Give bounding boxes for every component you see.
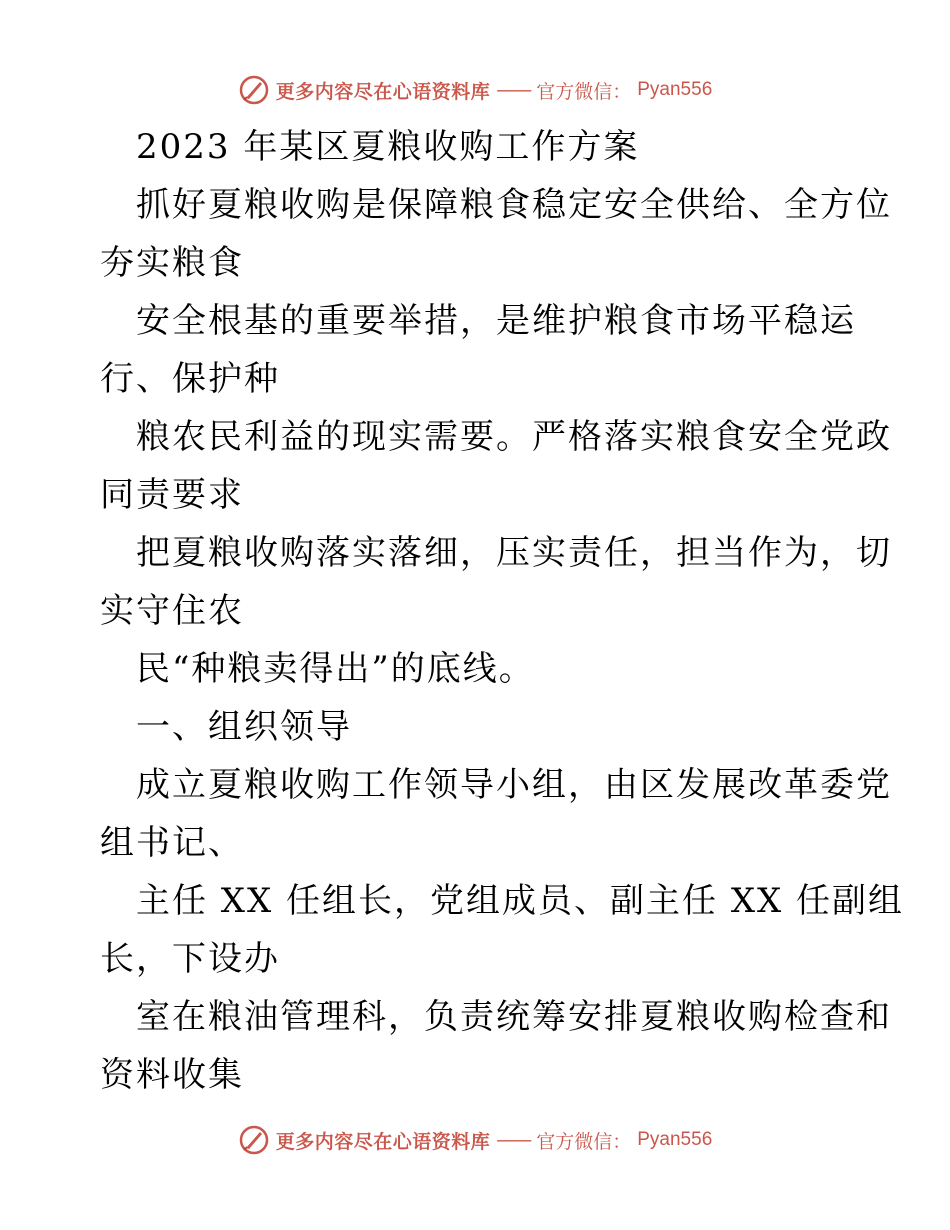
text-line: 资料收集 — [100, 1055, 244, 1095]
text-line: 行、保护种 — [100, 359, 280, 399]
text-line: 抓好夏粮收购是保障粮食稳定安全供给、全方位 — [136, 185, 892, 225]
text-line: 把夏粮收购落实落细，压实责任，担当作为，切 — [136, 533, 892, 573]
header-watermark — [0, 70, 950, 110]
quill-logo-icon — [238, 1124, 270, 1156]
text-line: 成立夏粮收购工作领导小组，由区发展改革委党 — [136, 765, 892, 805]
text-line: 安全根基的重要举措，是维护粮食市场平稳运 — [136, 301, 856, 341]
text-line: 同责要求 — [100, 475, 244, 515]
watermark-site-text: 更多内容尽在心语资料库 — [275, 1130, 491, 1153]
text-line: 室在粮油管理科，负责统筹安排夏粮收购检查和 — [136, 997, 892, 1037]
text-line: 组书记、 — [100, 823, 244, 863]
watermark-wechat-label: 官方微信： — [536, 1130, 632, 1153]
document-body — [100, 118, 905, 1104]
watermark-site-text: 更多内容尽在心语资料库 — [275, 80, 491, 103]
text-line: 民“种粮卖得出”的底线。 — [136, 649, 535, 689]
watermark-wechat-id: Pyan556 — [637, 79, 713, 100]
text-line: 主任 XX 任组长，党组成员、副主任 XX 任副组 — [136, 881, 905, 921]
text-line: 实守住农 — [100, 591, 244, 631]
section-heading: 一、组织领导 — [136, 707, 352, 747]
text-line: 夯实粮食 — [100, 243, 244, 283]
watermark-dash: —— — [496, 1129, 531, 1151]
watermark-wechat-label: 官方微信： — [536, 80, 632, 103]
watermark-wechat-id: Pyan556 — [637, 1129, 713, 1150]
document-title: 2023 年某区夏粮收购工作方案 — [136, 127, 640, 167]
watermark-dash: —— — [496, 79, 531, 101]
quill-logo-icon — [238, 74, 270, 106]
text-line: 粮农民利益的现实需要。严格落实粮食安全党政 — [136, 417, 892, 457]
text-line: 长，下设办 — [100, 939, 280, 979]
footer-watermark — [0, 1120, 950, 1160]
